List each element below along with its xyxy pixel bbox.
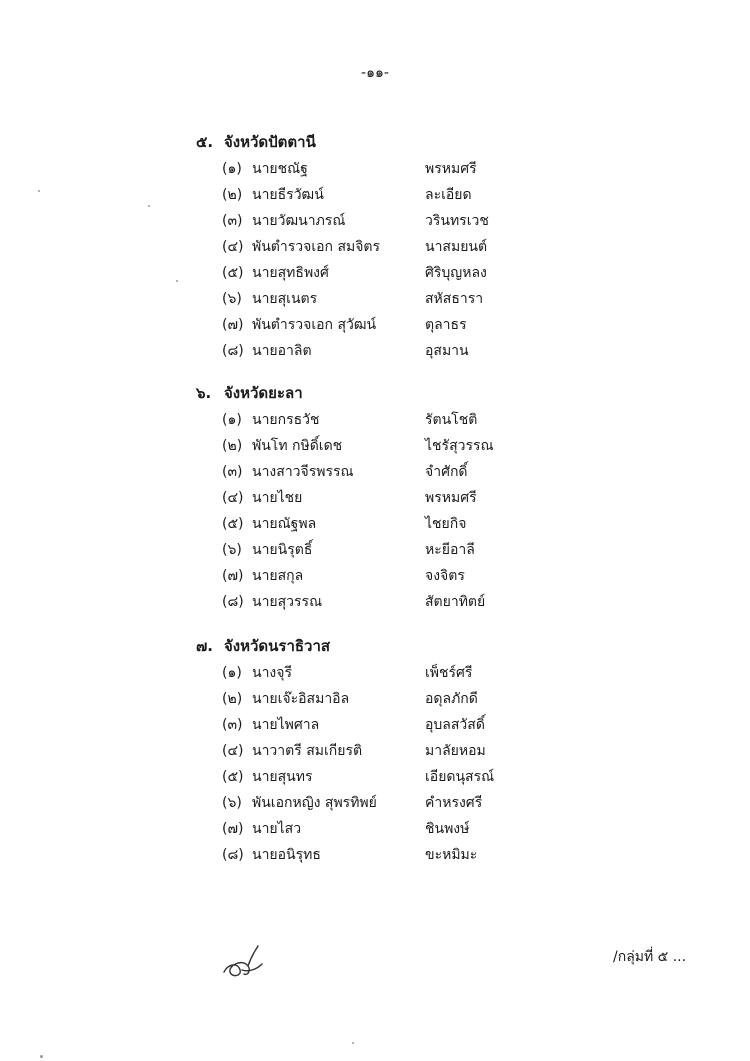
item-index: (๘) <box>222 343 244 359</box>
person-surname: ไชยกิจ <box>425 516 467 532</box>
person-surname: หะยีอาลี <box>425 542 475 558</box>
person-name: นาวาตรี สมเกียรติ <box>252 743 363 759</box>
list-item <box>0 539 750 565</box>
item-index: (๓) <box>222 464 243 480</box>
section-heading <box>196 130 316 154</box>
section-title: จังหวัดปัตตานี <box>224 133 316 151</box>
list-item <box>0 513 750 539</box>
person-name: นายวัฒนาภรณ์ <box>252 213 346 229</box>
scan-speck <box>176 280 178 282</box>
person-surname: ละเอียด <box>425 187 472 203</box>
person-surname: ศิริบุญหลง <box>425 265 487 281</box>
list-item <box>0 314 750 340</box>
person-name: นายณัฐพล <box>252 516 317 532</box>
item-index: (๖) <box>222 542 242 558</box>
person-name: นายสุนทร <box>252 769 313 785</box>
section-number: ๗. <box>196 637 213 655</box>
person-surname: ไชรัสุวรรณ <box>425 438 494 454</box>
section-number: ๕. <box>196 133 214 151</box>
signature-mark <box>218 940 268 980</box>
person-name: นายเจ๊ะอิสมาอิล <box>252 691 350 707</box>
person-surname: สัตยาทิตย์ <box>425 594 486 610</box>
item-index: (๕) <box>222 265 244 281</box>
person-surname: เอียดนุสรณ์ <box>425 769 495 785</box>
item-index: (๒) <box>222 691 243 707</box>
person-surname: รัตนโชติ <box>425 412 478 428</box>
list-item <box>0 565 750 591</box>
person-name: นายสุวรรณ <box>252 594 323 610</box>
section-number: ๖. <box>196 384 212 402</box>
section-title: จังหวัดยะลา <box>224 384 303 402</box>
list-item <box>0 714 750 740</box>
list-item <box>0 340 750 366</box>
list-item <box>0 688 750 714</box>
scan-speck <box>352 1042 354 1044</box>
list-item <box>0 288 750 314</box>
list-item <box>0 792 750 818</box>
section-title: จังหวัดนราธิวาส <box>224 637 331 655</box>
list-item <box>0 662 750 688</box>
person-surname: พรหมศรี <box>425 490 477 506</box>
person-name: นายสกุล <box>252 568 304 584</box>
person-surname: คำหรงศรี <box>425 795 483 811</box>
list-item <box>0 818 750 844</box>
list-item <box>0 740 750 766</box>
person-surname: วรินทรเวช <box>425 213 489 229</box>
scan-speck <box>38 190 40 192</box>
person-name: นายธีรวัฒน์ <box>252 187 324 203</box>
list-item <box>0 591 750 617</box>
item-index: (๒) <box>222 187 243 203</box>
person-name: นายไชย <box>252 490 303 506</box>
person-surname: อุบลสวัสดิ์ <box>425 717 485 733</box>
person-surname: ชินพงษ์ <box>425 821 470 837</box>
person-surname: ขะหมิมะ <box>425 847 478 863</box>
list-item <box>0 236 750 262</box>
item-index: (๔) <box>222 239 244 255</box>
person-name: นายไพศาล <box>252 717 320 733</box>
list-item <box>0 766 750 792</box>
person-surname: เพ็ชร์ศรี <box>425 665 473 681</box>
item-index: (๖) <box>222 291 242 307</box>
person-name: นายสุทธิพงศ์ <box>252 265 329 281</box>
scan-speck <box>148 205 150 207</box>
person-name: พันโท กษิดิ์เดช <box>252 438 343 454</box>
list-item <box>0 158 750 184</box>
item-index: (๔) <box>222 743 244 759</box>
list-item <box>0 262 750 288</box>
person-surname: ตุลาธร <box>425 317 467 333</box>
section-heading <box>196 381 303 405</box>
person-name: นายอาลิต <box>252 343 312 359</box>
item-index: (๑) <box>222 161 242 177</box>
scan-speck <box>40 1055 43 1058</box>
person-name: นายชณัฐ <box>252 161 308 177</box>
list-item <box>0 210 750 236</box>
section-heading <box>196 634 330 658</box>
person-surname: พรหมศรี <box>425 161 477 177</box>
list-item <box>0 487 750 513</box>
list-item <box>0 461 750 487</box>
item-index: (๗) <box>222 821 244 837</box>
person-surname: มาลัยหอม <box>425 743 486 759</box>
person-surname: นาสมยนต์ <box>425 239 488 255</box>
person-name: พันตำรวจเอก สุวัฒน์ <box>252 317 377 333</box>
item-index: (๘) <box>222 594 244 610</box>
person-name: นายอนิรุทธ <box>252 847 321 863</box>
person-name: นางจุรี <box>252 665 292 681</box>
list-item <box>0 435 750 461</box>
item-index: (๗) <box>222 317 244 333</box>
list-item <box>0 844 750 870</box>
item-index: (๓) <box>222 717 243 733</box>
person-surname: จำศักดิ์ <box>425 464 468 480</box>
page-number: -๑๑- <box>361 65 389 81</box>
item-index: (๗) <box>222 568 244 584</box>
person-surname: อดุลภักดี <box>425 691 478 707</box>
item-index: (๒) <box>222 438 243 454</box>
item-index: (๔) <box>222 490 244 506</box>
person-name: นายกรธวัช <box>252 412 320 428</box>
item-index: (๖) <box>222 795 242 811</box>
item-index: (๕) <box>222 769 244 785</box>
person-name: พันเอกหญิง สุพรทิพย์ <box>252 795 377 811</box>
continuation-note: /กลุ่มที่ ๕ ... <box>613 949 687 965</box>
list-item <box>0 184 750 210</box>
person-name: นายสุเนตร <box>252 291 318 307</box>
item-index: (๑) <box>222 665 242 681</box>
person-name: พันตำรวจเอก สมจิตร <box>252 239 381 255</box>
item-index: (๑) <box>222 412 242 428</box>
person-name: นายไสว <box>252 821 302 837</box>
item-index: (๓) <box>222 213 243 229</box>
person-surname: จงจิตร <box>425 568 465 584</box>
list-item <box>0 409 750 435</box>
item-index: (๘) <box>222 847 244 863</box>
person-surname: สหัสธารา <box>425 291 484 307</box>
person-name: นางสาวจีรพรรณ <box>252 464 354 480</box>
item-index: (๕) <box>222 516 244 532</box>
person-name: นายนิรุตธิ์ <box>252 542 313 558</box>
person-surname: อุสมาน <box>425 343 469 359</box>
